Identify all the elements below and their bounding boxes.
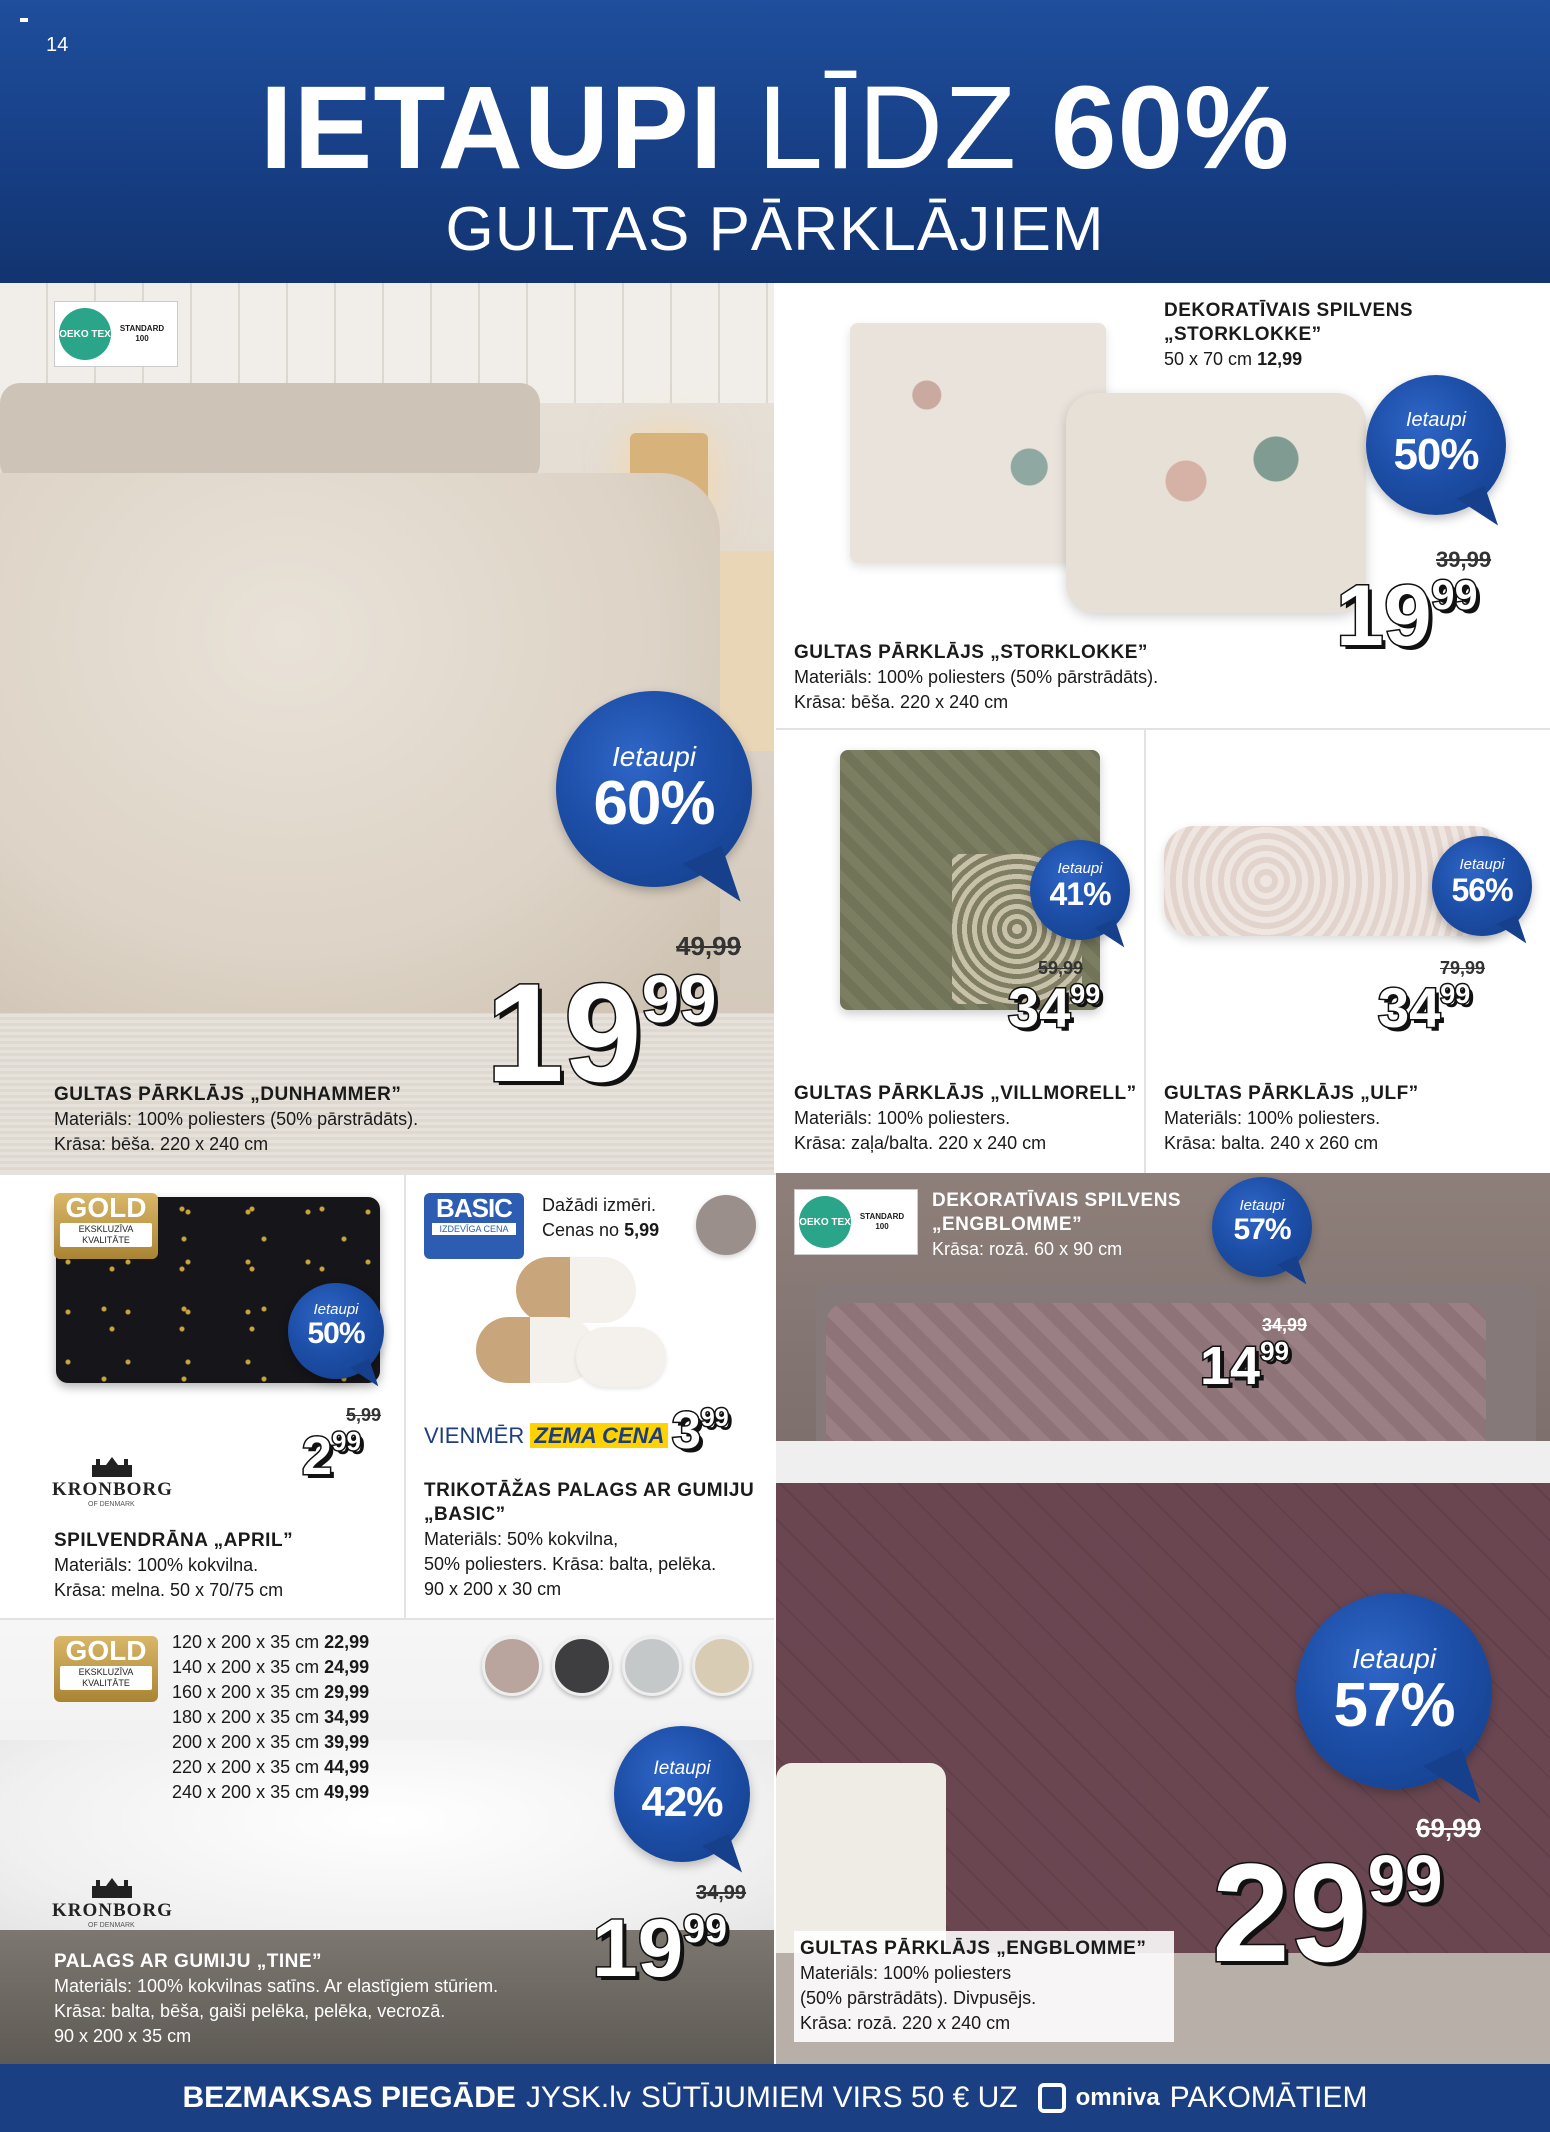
tine-price	[592, 1903, 727, 1994]
price-decimal: 99	[683, 1906, 727, 1951]
castle-icon	[92, 1878, 132, 1898]
gold-label: GOLD	[65, 1635, 147, 1666]
badge-label: Ietaupi	[653, 1758, 711, 1779]
badge-percent: 57%	[1233, 1213, 1291, 1246]
size-price: 44,99	[324, 1757, 370, 1777]
basic-sublabel: IZDEVĪGA CENA	[432, 1223, 516, 1235]
villmorell-price	[1008, 976, 1101, 1039]
price-decimal: 99	[700, 1404, 729, 1433]
oeko-standard: STANDARD	[859, 1212, 905, 1221]
engblomme-pillow-price	[1200, 1336, 1289, 1396]
product-desc-3: 90 x 200 x 30 cm	[424, 1579, 562, 1599]
badge-label: Ietaupi	[1351, 1643, 1437, 1674]
tine-info	[54, 1950, 498, 2049]
badge-label: Ietaupi	[1459, 856, 1505, 873]
ulf-price	[1378, 976, 1471, 1039]
dunhammer-panel[interactable]	[0, 283, 774, 1173]
villmorell-discount-badge	[1030, 840, 1130, 940]
footer-site[interactable]: JYSK.lv	[525, 2081, 631, 2114]
product-desc-2: Krāsa: zaļa/balta. 220 x 240 cm	[794, 1133, 1047, 1153]
tine-panel[interactable]	[0, 1620, 774, 2064]
gold-sublabel: EKSKLUZĪVA KVALITĀTE	[60, 1666, 152, 1690]
tine-old-price: 34,99	[696, 1882, 747, 1904]
basic-logo	[424, 1193, 524, 1259]
gold-quality-logo	[54, 1193, 158, 1259]
vzc-light: VIENMĒR	[424, 1423, 525, 1448]
footer-banner[interactable]	[0, 2064, 1550, 2132]
product-desc-2: Krāsa: bēša. 220 x 240 cm	[794, 692, 1009, 712]
size-row	[172, 1730, 369, 1755]
price-integer: 19	[486, 954, 642, 1111]
menu-icon	[20, 18, 28, 22]
oeko-num: 100	[135, 334, 149, 343]
size-label: 240 x 200 x 35 cm	[172, 1782, 320, 1802]
badge-label: Ietaupi	[313, 1301, 359, 1318]
badge-percent: 41%	[1049, 876, 1111, 912]
product-title: GULTAS PĀRKLĀJS „ULF”	[1164, 1083, 1419, 1104]
product-title: GULTAS PĀRKLĀJS „VILLMORELL”	[794, 1083, 1137, 1104]
pillow-title-2: „ENGBLOMME”	[932, 1214, 1083, 1235]
size-price: 34,99	[324, 1707, 370, 1727]
size-price: 29,99	[324, 1682, 370, 1702]
price-integer: 3	[672, 1402, 701, 1460]
size-label: 140 x 200 x 35 cm	[172, 1657, 320, 1677]
product-title: PALAGS AR GUMIJU „TINE”	[54, 1951, 323, 1972]
size-row	[172, 1630, 369, 1655]
price-integer: 19	[1336, 568, 1432, 664]
oeko-num: 100	[875, 1222, 889, 1231]
size-price: 24,99	[324, 1657, 370, 1677]
grey-fabric-swatch	[696, 1195, 756, 1255]
storklokke-discount-badge	[1366, 375, 1506, 515]
price-integer: 34	[1378, 976, 1441, 1039]
basic-price	[672, 1402, 729, 1460]
product-desc-1: Materiāls: 100% poliesters.	[794, 1108, 1011, 1128]
vzc-bold: ZEMA CENA	[530, 1423, 668, 1448]
product-title: SPILVENDRĀNA „APRIL”	[54, 1530, 294, 1551]
storklokke-info	[794, 641, 1158, 715]
badge-label: Ietaupi	[611, 741, 697, 772]
size-price: 49,99	[324, 1782, 370, 1802]
size-row	[172, 1755, 369, 1780]
oeko-tex-text	[851, 1212, 913, 1232]
oeko-tex-text	[111, 324, 173, 344]
product-title: GULTAS PĀRKLĀJS „DUNHAMMER”	[54, 1084, 402, 1105]
ulf-panel[interactable]	[1146, 730, 1550, 1173]
brand-name: KRONBORG	[52, 1479, 173, 1500]
brand-subname: OF DENMARK	[88, 1501, 135, 1508]
price-integer: 34	[1008, 976, 1071, 1039]
price-decimal: 99	[1431, 572, 1478, 619]
engblomme-info	[794, 1931, 1174, 2042]
product-desc-2: Krāsa: bēša. 220 x 240 cm	[54, 1134, 269, 1154]
pillow-title-1: DEKORATĪVAIS SPILVENS	[932, 1190, 1182, 1211]
april-info	[54, 1529, 293, 1603]
tine-discount-badge	[614, 1726, 750, 1862]
price-decimal: 99	[641, 962, 717, 1038]
rolled-sheets-image	[476, 1257, 676, 1407]
engblomme-pillow-info	[932, 1189, 1181, 1262]
kronborg-logo	[52, 1457, 173, 1508]
basic-label: BASIC	[436, 1193, 512, 1223]
badge-label: Ietaupi	[1057, 860, 1103, 877]
omniva-brand: omniva	[1075, 2084, 1160, 2111]
product-desc-1: Materiāls: 100% kokvilnas satīns. Ar elastīgiem stūriem.	[54, 1976, 499, 1996]
engblomme-pillow-discount-badge	[1212, 1177, 1312, 1277]
dunhammer-old-price: 49,99	[676, 931, 742, 961]
badge-percent: 50%	[307, 1317, 365, 1350]
product-title: GULTAS PĀRKLĀJS „ENGBLOMME”	[800, 1938, 1147, 1959]
dunhammer-discount-badge	[556, 691, 752, 887]
dunhammer-info	[54, 1083, 418, 1157]
oeko-tex-circle: OEKO TEX	[59, 308, 111, 360]
price-integer: 14	[1200, 1336, 1261, 1396]
castle-icon	[92, 1457, 132, 1477]
badge-percent: 50%	[1393, 430, 1479, 479]
april-discount-badge	[288, 1283, 384, 1379]
product-desc-2: Krāsa: balta. 240 x 260 cm	[1164, 1133, 1379, 1153]
color-swatch-4[interactable]	[692, 1636, 752, 1696]
product-title-1: TRIKOTĀŽAS PALAGS AR GUMIJU	[424, 1480, 755, 1501]
headline-light: LĪDZ	[757, 62, 1018, 194]
ulf-info	[1164, 1082, 1419, 1156]
color-swatch-3[interactable]	[622, 1636, 682, 1696]
subheadline: GULTAS PĀRKLĀJIEM	[445, 195, 1105, 264]
page-number: 14	[46, 34, 69, 56]
dunhammer-price	[486, 954, 717, 1111]
page-header	[0, 0, 1550, 283]
color-swatch-2[interactable]	[552, 1636, 612, 1696]
oeko-standard: STANDARD	[119, 324, 165, 333]
product-desc-3: 90 x 200 x 35 cm	[54, 2026, 192, 2046]
price-integer: 2	[302, 1426, 333, 1486]
basic-info	[424, 1479, 754, 1602]
product-desc-3: Krāsa: rozā. 220 x 240 cm	[800, 2013, 1011, 2033]
product-desc-2: 50% poliesters. Krāsa: balta, pelēka.	[424, 1554, 717, 1574]
footer-bold: BEZMAKSAS PIEGĀDE	[182, 2081, 516, 2114]
pillow-title-1: DEKORATĪVAIS SPILVENS	[1164, 300, 1414, 321]
oeko-tex-logo	[794, 1189, 918, 1255]
note-price: 5,99	[624, 1220, 660, 1240]
headline-bold-2: 60%	[1050, 62, 1291, 194]
brand-subname: OF DENMARK	[88, 1922, 135, 1929]
badge-label: Ietaupi	[1239, 1197, 1285, 1214]
ulf-old-price: 79,99	[1440, 958, 1486, 978]
badge-percent: 57%	[1333, 1671, 1455, 1740]
villmorell-old-price: 59,99	[1038, 958, 1084, 978]
engblomme-price	[1212, 1834, 1443, 1991]
ulf-discount-badge	[1432, 836, 1532, 936]
size-price: 22,99	[324, 1632, 370, 1652]
pillow-title-2: „STORKLOKKE”	[1164, 324, 1322, 345]
size-price: 39,99	[324, 1732, 370, 1752]
size-row	[172, 1705, 369, 1730]
price-decimal: 99	[1070, 979, 1101, 1010]
kronborg-logo	[52, 1878, 173, 1929]
basic-note	[542, 1193, 659, 1243]
product-desc-1: Materiāls: 100% poliesters	[800, 1963, 1012, 1983]
product-desc-2: Krāsa: melna. 50 x 70/75 cm	[54, 1580, 284, 1600]
size-label: 220 x 200 x 35 cm	[172, 1757, 320, 1777]
basic-panel[interactable]	[406, 1175, 774, 1618]
price-integer: 29	[1212, 1834, 1368, 1991]
size-label: 120 x 200 x 35 cm	[172, 1632, 320, 1652]
size-row	[172, 1680, 369, 1705]
size-label: 200 x 200 x 35 cm	[172, 1732, 320, 1752]
always-low-price-label	[424, 1423, 668, 1449]
size-label: 160 x 200 x 35 cm	[172, 1682, 320, 1702]
size-label: 180 x 200 x 35 cm	[172, 1707, 320, 1727]
brand-name: KRONBORG	[52, 1900, 173, 1921]
product-title-2: „BASIC”	[424, 1504, 506, 1525]
april-panel[interactable]	[0, 1175, 404, 1618]
badge-percent: 42%	[641, 1778, 723, 1825]
product-desc-1: Materiāls: 100% poliesters (50% pārstrādāts).	[54, 1109, 419, 1129]
engblomme-discount-badge	[1296, 1593, 1492, 1789]
villmorell-panel[interactable]	[776, 730, 1144, 1173]
gold-sublabel: EKSKLUZĪVA KVALITĀTE	[60, 1223, 152, 1247]
price-decimal: 99	[332, 1428, 361, 1457]
footer-end: PAKOMĀTIEM	[1169, 2081, 1368, 2114]
headline	[0, 62, 1550, 194]
product-desc-1: Materiāls: 100% poliesters (50% pārstrādāts).	[794, 667, 1159, 687]
headline-bold-1: IETAUPI	[259, 62, 724, 194]
april-price	[302, 1426, 361, 1486]
product-desc-2: (50% pārstrādāts). Divpusējs.	[800, 1988, 1037, 2008]
note-2: Cenas no	[542, 1220, 620, 1240]
badge-percent: 60%	[593, 769, 715, 838]
storklokke-pillow-image	[1066, 393, 1366, 613]
price-decimal: 99	[1260, 1338, 1289, 1367]
storklokke-panel[interactable]	[776, 283, 1550, 728]
tine-size-list	[172, 1630, 369, 1805]
product-desc-1: Materiāls: 50% kokvilna,	[424, 1529, 619, 1549]
engblomme-panel[interactable]	[776, 1173, 1550, 2064]
villmorell-info	[794, 1082, 1137, 1156]
product-title: GULTAS PĀRKLĀJS „STORKLOKKE”	[794, 642, 1148, 663]
april-old-price: 5,99	[346, 1405, 382, 1425]
product-desc-1: Materiāls: 100% poliesters.	[1164, 1108, 1381, 1128]
gold-quality-logo	[54, 1636, 158, 1702]
storklokke-price	[1336, 568, 1478, 664]
pillow-price: 12,99	[1257, 349, 1303, 369]
storklokke-old-price: 39,99	[1436, 547, 1492, 572]
note-1: Dažādi izmēri.	[542, 1195, 657, 1215]
size-row	[172, 1780, 369, 1805]
price-decimal: 99	[1367, 1842, 1443, 1918]
pillows-image	[0, 383, 540, 483]
gold-label: GOLD	[65, 1192, 147, 1223]
engblomme-old-price: 69,99	[1416, 1813, 1482, 1843]
color-swatch-1[interactable]	[482, 1636, 542, 1696]
pillow-desc: Krāsa: rozā. 60 x 90 cm	[932, 1239, 1123, 1259]
engblomme-pillow-old-price: 34,99	[1262, 1315, 1308, 1335]
footer-text: SŪTĪJUMIEM VIRS 50 € UZ	[640, 2081, 1018, 2114]
oeko-tex-logo	[54, 301, 178, 367]
product-desc-1: Materiāls: 100% kokvilna.	[54, 1555, 259, 1575]
price-integer: 19	[592, 1903, 684, 1994]
pillow-size: 50 x 70 cm	[1164, 349, 1253, 369]
oeko-tex-circle: OEKO TEX	[799, 1196, 851, 1248]
badge-label: Ietaupi	[1405, 409, 1467, 431]
size-row	[172, 1655, 369, 1680]
badge-percent: 56%	[1451, 872, 1513, 908]
omniva-icon	[1038, 2083, 1066, 2113]
product-desc-2: Krāsa: balta, bēša, gaiši pelēka, pelēka, vecrozā.	[54, 2001, 446, 2021]
price-decimal: 99	[1440, 979, 1471, 1010]
storklokke-pillow-info	[1164, 299, 1413, 372]
